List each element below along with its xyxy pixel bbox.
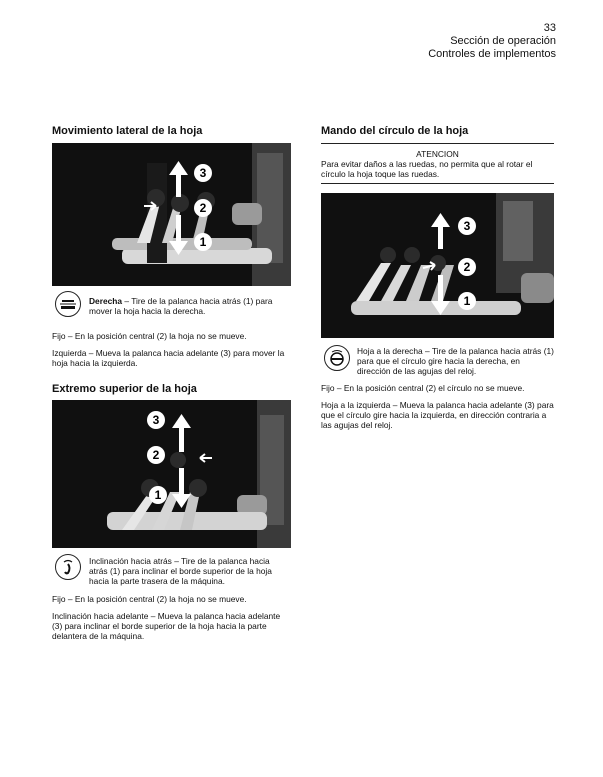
top-forward-term: Inclinación hacia adelante bbox=[52, 611, 149, 621]
warning-top-rule bbox=[321, 143, 554, 144]
circle-photo bbox=[321, 193, 554, 338]
circle-rotation-icon bbox=[324, 345, 350, 371]
lateral-fixed-paragraph bbox=[52, 331, 292, 341]
circle-label-2: 2 bbox=[463, 260, 471, 274]
top-photo bbox=[52, 400, 291, 548]
circle-left-text: – Mueva la palanca hacia adelante (3) para que el círculo gire hacia la izquierda, en dirección contraria a las agujas del reloj. bbox=[321, 400, 554, 430]
top-fixed-term: Fijo bbox=[52, 594, 66, 604]
label-1: 1 bbox=[199, 235, 207, 249]
warning-bottom-rule bbox=[321, 183, 554, 184]
top-title: Extremo superior de la hoja bbox=[52, 383, 197, 395]
circle-fixed-term: Fijo bbox=[321, 383, 335, 393]
top-label-1: 1 bbox=[154, 488, 162, 502]
warning-text: Para evitar daños a las ruedas, no permita que al rotar el círculo la hoja toque las ruedas. bbox=[321, 159, 533, 179]
top-back-text: – Tire de la palanca hacia atrás (1) para inclinar el borde superior de la hoja hacia la parte trasera de la máquina. bbox=[89, 556, 272, 586]
circle-fixed-paragraph bbox=[321, 383, 556, 393]
section-title: Sección de operación bbox=[450, 35, 556, 47]
circle-label-3: 3 bbox=[463, 219, 471, 233]
top-forward-text: – Mueva la palanca hacia adelante (3) para inclinar el borde superior de la hoja hacia la parte delantera de la máquina. bbox=[52, 611, 281, 641]
top-back-paragraph bbox=[89, 556, 289, 586]
label-2: 2 bbox=[199, 201, 207, 215]
subsection-title: Controles de implementos bbox=[428, 48, 556, 60]
circle-title: Mando del círculo de la hoja bbox=[321, 125, 469, 137]
lateral-right-text: – Tire de la palanca hacia atrás (1) para mover la hoja hacia la derecha. bbox=[89, 296, 273, 316]
page-number: 33 bbox=[543, 22, 556, 34]
lateral-fixed-text: – En la posición central (2) la hoja no se mueve. bbox=[67, 331, 247, 341]
circle-right-paragraph bbox=[357, 346, 555, 376]
down-arrow-shaft bbox=[176, 215, 181, 245]
lateral-left-text: – Mueva la palanca hacia adelante (3) para mover la hoja hacia la izquierda. bbox=[52, 348, 285, 368]
lateral-right-paragraph bbox=[89, 296, 289, 316]
circle-right-term: Hoja a la derecha bbox=[357, 346, 423, 356]
top-label-2: 2 bbox=[152, 448, 160, 462]
top-forward-paragraph bbox=[52, 611, 292, 641]
circle-down-arrow-shaft bbox=[438, 275, 443, 305]
lateral-right-term: Derecha bbox=[89, 296, 123, 306]
label-3: 3 bbox=[199, 166, 207, 180]
circle-label-1: 1 bbox=[463, 294, 471, 308]
top-up-arrow-shaft bbox=[179, 424, 184, 452]
warning-title: ATENCION bbox=[416, 149, 459, 159]
lateral-photo bbox=[52, 143, 291, 286]
blade-tilt-icon bbox=[55, 554, 81, 580]
blade-shift-icon bbox=[55, 291, 81, 317]
page-header bbox=[428, 22, 556, 61]
circle-right-text: – Tire de la palanca hacia atrás (1) para que el círculo gire hacia la derecha, en dirección de las agujas del reloj. bbox=[357, 346, 554, 376]
lateral-fixed-term: Fijo bbox=[52, 331, 66, 341]
circle-left-term: Hoja a la izquierda bbox=[321, 400, 391, 410]
lateral-left-term: Izquierda bbox=[52, 348, 87, 358]
top-fixed-paragraph bbox=[52, 594, 292, 604]
top-down-arrow-shaft bbox=[179, 468, 184, 498]
top-fixed-text: – En la posición central (2) la hoja no se mueve. bbox=[67, 594, 247, 604]
circle-left-paragraph bbox=[321, 400, 556, 430]
top-back-term: Inclinación hacia atrás bbox=[89, 556, 172, 566]
circle-fixed-text: – En la posición central (2) el círculo no se mueve. bbox=[336, 383, 525, 393]
lateral-left-paragraph bbox=[52, 348, 292, 368]
lateral-title: Movimiento lateral de la hoja bbox=[52, 125, 203, 137]
top-label-3: 3 bbox=[152, 413, 160, 427]
